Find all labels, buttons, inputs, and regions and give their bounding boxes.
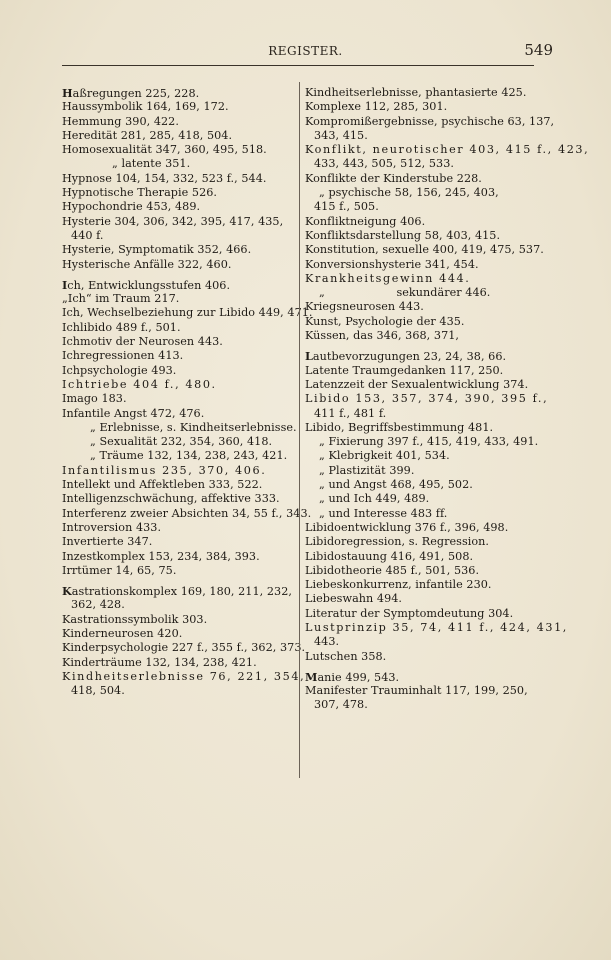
index-entry: Konflikt, neurotischer 403, 415 f., 423, xyxy=(305,143,590,157)
index-entry: Invertierte 347. xyxy=(62,535,153,549)
index-entry: Komplexe 112, 285, 301. xyxy=(305,100,448,114)
index-entry: Konstitution, sexuelle 400, 419, 475, 537. xyxy=(305,243,544,257)
index-entry: „ sekundärer 446. xyxy=(319,286,491,300)
index-entry: Kastrationssymbolik 303. xyxy=(62,612,208,626)
index-entry: Ich, Wechselbeziehung zur Libido 449, 471. xyxy=(62,306,313,320)
index-entry: Ichregressionen 413. xyxy=(62,349,184,363)
index-entry: Intelligenzschwächung, affektive 333. xyxy=(62,492,280,506)
index-entry: 343, 415. xyxy=(314,128,368,142)
index-entry: Ich, Entwicklungsstufen 406. xyxy=(62,277,231,292)
index-entry: Kinderträume 132, 134, 238, 421. xyxy=(62,655,257,669)
index-entry: Haßregungen 225, 228. xyxy=(62,86,200,100)
index-entry: Latenzzeit der Sexualentwicklung 374. xyxy=(305,377,529,391)
index-entry: 433, 443, 505, 512, 533. xyxy=(314,157,454,171)
index-entry: Küssen, das 346, 368, 371, xyxy=(305,329,460,343)
index-entry: Infantile Angst 472, 476. xyxy=(62,406,205,420)
index-entry: Hemmung 390, 422. xyxy=(62,114,179,128)
index-entry: Intellekt und Affektleben 333, 522. xyxy=(62,478,263,492)
index-entry: Krankheitsgewinn 444. xyxy=(305,271,471,285)
index-entry: Kinderneurosen 420. xyxy=(62,626,183,640)
header-rule xyxy=(62,65,534,66)
index-entry: Interferenz zweier Absichten 34, 55 f., 343. xyxy=(62,506,312,520)
index-entry: Liebeswahn 494. xyxy=(305,592,403,606)
index-entry: „ latente 351. xyxy=(112,157,191,171)
index-entry: Kriegsneurosen 443. xyxy=(305,300,424,314)
page-number: 549 xyxy=(524,41,553,59)
index-entry: Latente Traumgedanken 117, 250. xyxy=(305,363,504,377)
index-entry: Hypochondrie 453, 489. xyxy=(62,200,201,214)
index-entry: Ichlibido 489 f., 501. xyxy=(62,320,181,334)
running-title: REGISTER. xyxy=(268,44,343,58)
index-entry: Hypnose 104, 154, 332, 523 f., 544. xyxy=(62,171,267,185)
index-entry: Inzestkomplex 153, 234, 384, 393. xyxy=(62,549,260,563)
index-entry: Konfliktneigung 406. xyxy=(305,214,426,228)
index-entry: „ Klebrigkeit 401, 534. xyxy=(319,449,450,463)
index-entry: Heredität 281, 285, 418, 504. xyxy=(62,128,233,142)
index-entry: „ Erlebnisse, s. Kindheitserlebnisse. xyxy=(90,420,297,434)
index-entry: Kindheitserlebnisse 76, 221, 354, xyxy=(62,669,306,683)
index-column-left xyxy=(62,86,313,698)
index-entry: Lustprinzip 35, 74, 411 f., 424, 431, xyxy=(305,620,568,634)
index-entry: Haussymbolik 164, 169, 172. xyxy=(62,100,229,114)
index-entry: Homosexualität 347, 360, 495, 518. xyxy=(62,143,267,157)
index-entry: Irrtümer 14, 65, 75. xyxy=(62,563,177,577)
index-entry: Lautbevorzugungen 23, 24, 38, 66. xyxy=(305,349,507,364)
index-entry: Hypnotische Therapie 526. xyxy=(62,186,218,200)
index-entry: Ichpsychologie 493. xyxy=(62,363,177,377)
index-entry: Libidoregression, s. Regression. xyxy=(305,535,490,549)
index-entry: Libidoentwicklung 376 f., 396, 498. xyxy=(305,520,509,534)
index-entry: 362, 428. xyxy=(71,598,125,612)
index-entry: 411 f., 481 f. xyxy=(314,406,387,420)
index-entry: „ psychische 58, 156, 245, 403, xyxy=(319,186,499,200)
index-entry: „Ich“ im Traum 217. xyxy=(62,292,180,306)
index-entry: Literatur der Symptomdeutung 304. xyxy=(305,606,514,620)
index-entry: Liebeskonkurrenz, infantile 230. xyxy=(305,578,492,592)
index-entry: 307, 478. xyxy=(314,698,368,712)
index-entry: Hysterie 304, 306, 342, 395, 417, 435, xyxy=(62,214,284,228)
index-entry: Ichtriebe 404 f., 480. xyxy=(62,377,217,391)
index-entry: „ Fixierung 397 f., 415, 419, 433, 491. xyxy=(319,435,539,449)
index-entry: Libidotheorie 485 f., 501, 536. xyxy=(305,563,480,577)
index-entry: Kunst, Psychologie der 435. xyxy=(305,314,465,328)
column-divider xyxy=(299,82,300,778)
index-entry: 443. xyxy=(314,635,340,649)
index-entry: Imago 183. xyxy=(62,392,127,406)
index-entry: 418, 504. xyxy=(71,684,125,698)
index-entry: Libidostauung 416, 491, 508. xyxy=(305,549,474,563)
index-entry: „ und Ich 449, 489. xyxy=(319,492,430,506)
index-entry: Kindheitserlebnisse, phantasierte 425. xyxy=(305,86,527,99)
index-entry: 415 f., 505. xyxy=(314,200,379,214)
index-entry: Manifester Trauminhalt 117, 199, 250, xyxy=(305,684,528,698)
index-entry: Konfliktsdarstellung 58, 403, 415. xyxy=(305,228,501,242)
index-entry: Kinderpsychologie 227 f., 355 f., 362, 373. xyxy=(62,641,306,655)
index-entry: Manie 499, 543. xyxy=(305,669,400,684)
index-column-right xyxy=(305,86,590,713)
index-entry: Kompromißergebnisse, psychische 63, 137, xyxy=(305,114,555,128)
index-entry: Libido, Begriffsbestimmung 481. xyxy=(305,420,494,434)
index-entry: Hysterische Anfälle 322, 460. xyxy=(62,257,232,271)
index-entry: „ Sexualität 232, 354, 360, 418. xyxy=(90,435,273,449)
index-entry: Hysterie, Symptomatik 352, 466. xyxy=(62,243,252,257)
index-entry: „ und Interesse 483 ff. xyxy=(319,506,448,520)
index-entry: Lutschen 358. xyxy=(305,649,387,663)
index-entry: „ und Angst 468, 495, 502. xyxy=(319,478,473,492)
index-entry: 440 f. xyxy=(71,228,104,242)
index-entry: Kastrationskomplex 169, 180, 211, 232, xyxy=(62,584,292,599)
index-entry: Konflikte der Kinderstube 228. xyxy=(305,171,482,185)
index-entry: Ichmotiv der Neurosen 443. xyxy=(62,335,223,349)
index-entry: Infantilismus 235, 370, 406. xyxy=(62,463,267,477)
index-entry: Libido 153, 357, 374, 390, 395 f., xyxy=(305,392,549,406)
index-entry: „ Plastizität 399. xyxy=(319,463,415,477)
index-entry: „ Träume 132, 134, 238, 243, 421. xyxy=(90,449,288,463)
index-entry: Konversionshysterie 341, 454. xyxy=(305,257,479,271)
index-entry: Introversion 433. xyxy=(62,520,162,534)
